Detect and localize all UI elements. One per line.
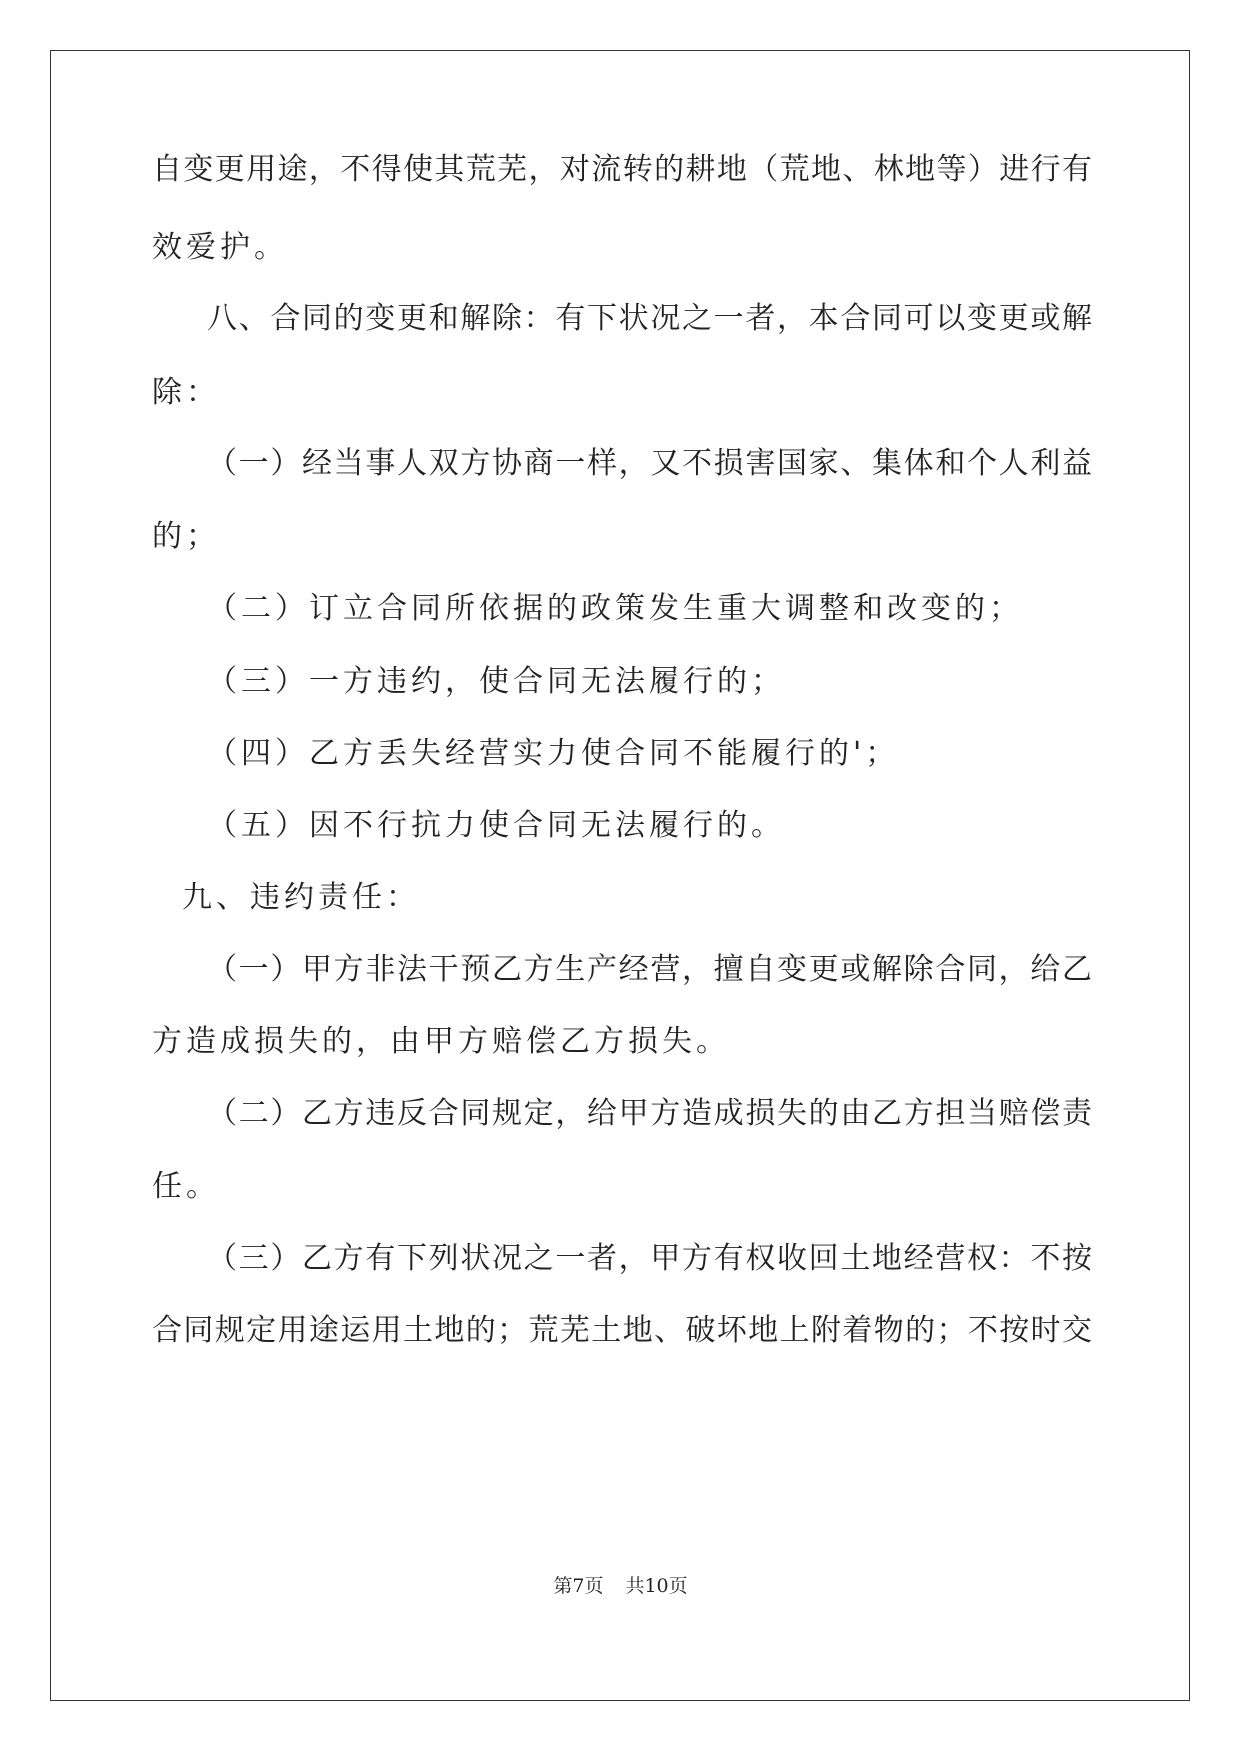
text-line: （三）一方违约，使合同无法履行的； xyxy=(207,664,785,699)
text-line: （五）因不行抗力使合同无法履行的。 xyxy=(207,808,785,843)
text-line: 效爱护。 xyxy=(152,230,288,265)
page-border xyxy=(50,50,1190,1701)
text-line: （一）经当事人双方协商一样，又不损害国家、集体和个人利益 xyxy=(207,446,1092,481)
text-line: 八、合同的变更和解除：有下状况之一者，本合同可以变更或解 xyxy=(207,301,1092,336)
text-line: 九、违约责任： xyxy=(182,880,420,915)
text-line: 合同规定用途运用土地的；荒芜土地、破坏地上附着物的；不按时交 xyxy=(152,1313,1092,1348)
text-line: （二）订立合同所依据的政策发生重大调整和改变的； xyxy=(207,591,1023,626)
text-line: 除： xyxy=(152,375,220,410)
page-number: 第7页 xyxy=(553,1575,604,1597)
text-line: （四）乙方丢失经营实力使合同不能履行的'； xyxy=(207,736,900,771)
page-footer xyxy=(0,1574,1241,1598)
text-line: 的； xyxy=(152,519,220,554)
text-line: 自变更用途，不得使其荒芜，对流转的耕地（荒地、林地等）进行有 xyxy=(152,152,1092,187)
text-line: （一）甲方非法干预乙方生产经营，擅自变更或解除合同，给乙 xyxy=(207,952,1092,987)
text-line: （三）乙方有下列状况之一者，甲方有权收回土地经营权：不按 xyxy=(207,1241,1092,1276)
text-line: 方造成损失的，由甲方赔偿乙方损失。 xyxy=(152,1024,730,1059)
text-line: 任。 xyxy=(152,1169,220,1204)
page-total: 共10页 xyxy=(625,1575,688,1597)
text-line: （二）乙方违反合同规定，给甲方造成损失的由乙方担当赔偿责 xyxy=(207,1096,1092,1131)
